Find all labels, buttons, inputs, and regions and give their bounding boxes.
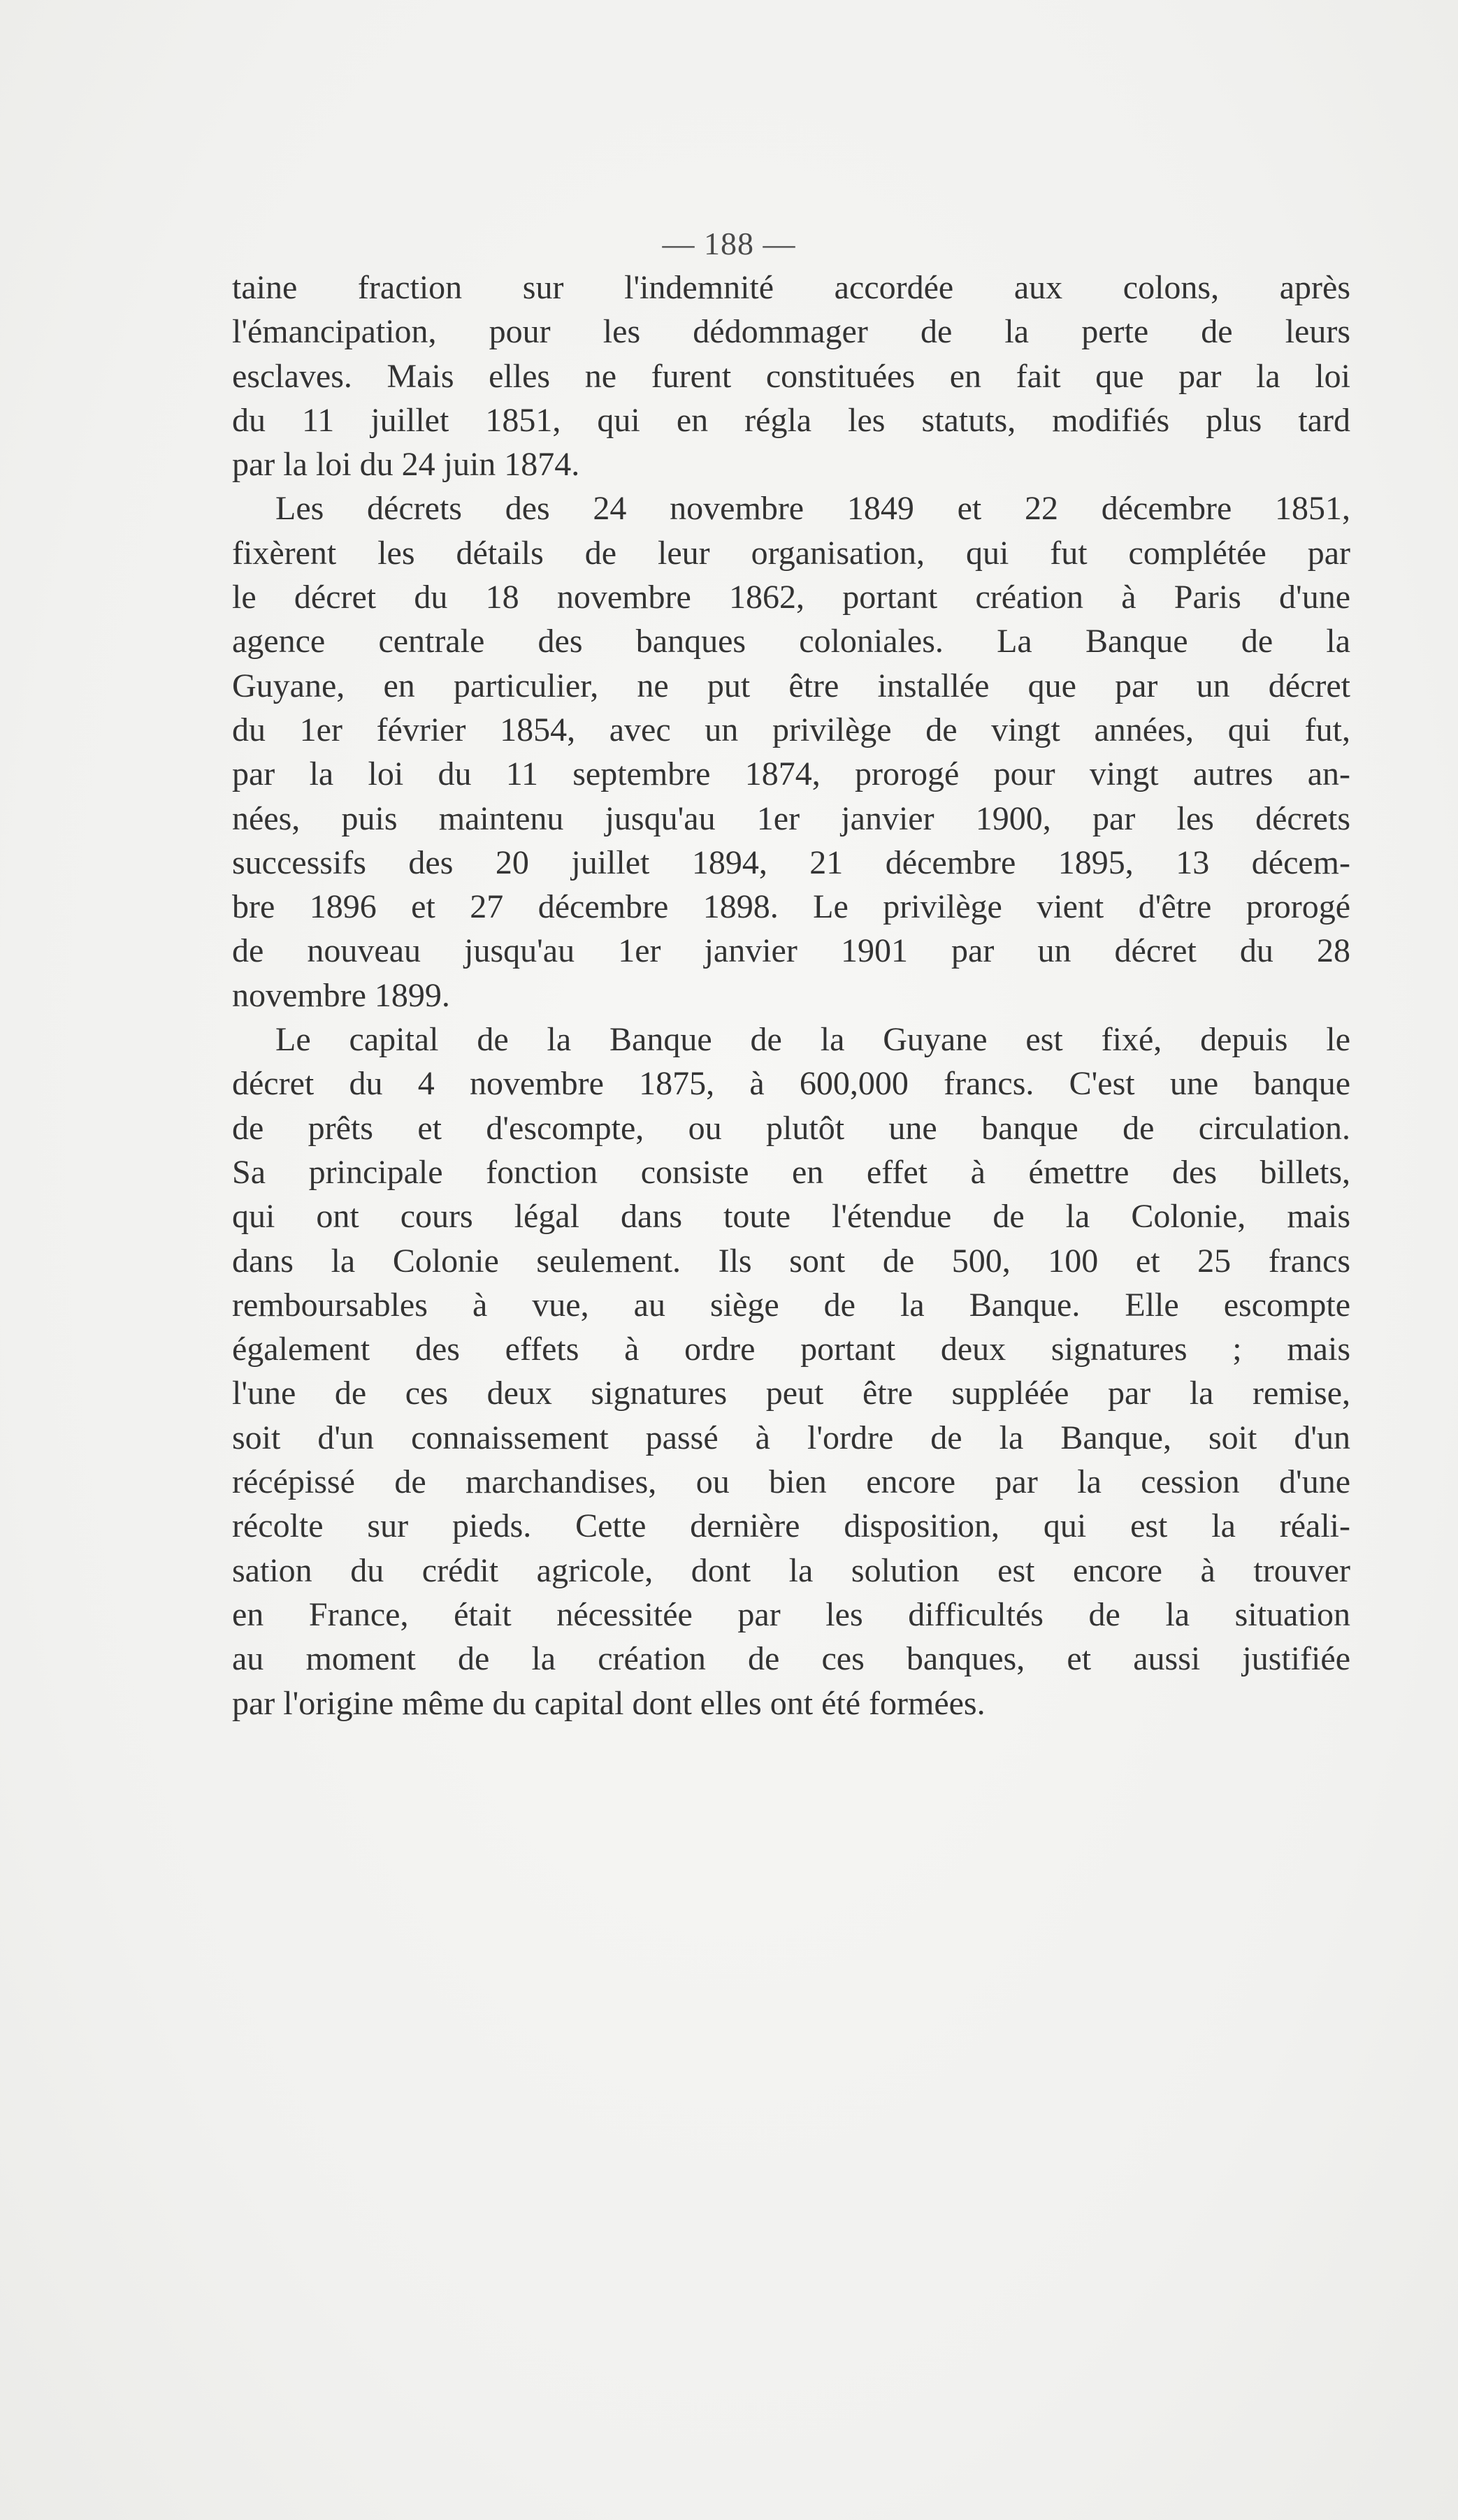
paragraph [232,1018,1350,1725]
page-number: — 188 — [662,226,796,261]
text-line: dans la Colonie seulement. Ils sont de 500, 100 et 25 francs [232,1242,1350,1280]
text-line: agence centrale des banques coloniales. La Banque de la [232,623,1350,660]
text-line: du 11 juillet 1851, qui en régla les statuts, modifiés plus tard [232,401,1350,439]
text-line: en France, était nécessitée par les difficultés de la situation [232,1595,1350,1633]
text-line: l'une de ces deux signatures peut être suppléée par la remise, [232,1375,1350,1412]
text-line: taine fraction sur l'indemnité accordée aux colons, après [232,269,1350,306]
text-line: également des effets à ordre portant deux signatures ; mais [232,1331,1350,1368]
text-line: décret du 4 novembre 1875, à 600,000 francs. C'est une banque [232,1065,1350,1103]
body-text [232,266,1350,1725]
text-line: par l'origine même du capital dont elles ont été formées. [232,1684,986,1722]
text-line: par la loi du 24 juin 1874. [232,446,580,484]
text-line: soit d'un connaissement passé à l'ordre de la Banque, soit d'un [232,1419,1350,1456]
text-line: l'émancipation, pour les dédommager de la perte de leurs [232,313,1350,351]
text-line: Le capital de la Banque de la Guyane est fixé, depuis le [275,1021,1350,1059]
text-line: nées, puis maintenu jusqu'au 1er janvier 1900, par les décrets [232,799,1350,837]
text-line: de nouveau jusqu'au 1er janvier 1901 par un décret du 28 [232,932,1350,970]
text-line: par la loi du 11 septembre 1874, prorogé pour vingt autres an- [232,755,1350,793]
text-line: successifs des 20 juillet 1894, 21 décembre 1895, 13 décem- [232,843,1350,881]
text-line: Guyane, en particulier, ne put être installée que par un décret [232,667,1350,704]
text-line: le décret du 18 novembre 1862, portant création à Paris d'une [232,579,1350,616]
text-line: Sa principale fonction consiste en effet à émettre des billets, [232,1153,1350,1191]
text-line: esclaves. Mais elles ne furent constituées en fait que par la loi [232,357,1350,395]
text-line: bre 1896 et 27 décembre 1898. Le privilège vient d'être prorogé [232,888,1350,926]
paragraph [232,486,1350,1018]
text-line: récolte sur pieds. Cette dernière disposition, qui est la réali- [232,1507,1350,1545]
paragraph [232,266,1350,486]
text-line: Les décrets des 24 novembre 1849 et 22 décembre 1851, [275,490,1350,528]
text-line: novembre 1899. [232,976,450,1014]
text-line: de prêts et d'escompte, ou plutôt une banque de circulation. [232,1109,1350,1147]
text-line: au moment de la création de ces banques, et aussi justifiée [232,1640,1350,1678]
text-line: récépissé de marchandises, ou bien encore par la cession d'une [232,1463,1350,1501]
text-line: remboursables à vue, au siège de la Banque. Elle escompte [232,1286,1350,1324]
text-line: du 1er février 1854, avec un privilège de vingt années, qui fut, [232,711,1350,748]
text-line: sation du crédit agricole, dont la solution est encore à trouver [232,1551,1350,1589]
text-line: qui ont cours légal dans toute l'étendue de la Colonie, mais [232,1198,1350,1236]
text-line: fixèrent les détails de leur organisation, qui fut complétée par [232,534,1350,572]
